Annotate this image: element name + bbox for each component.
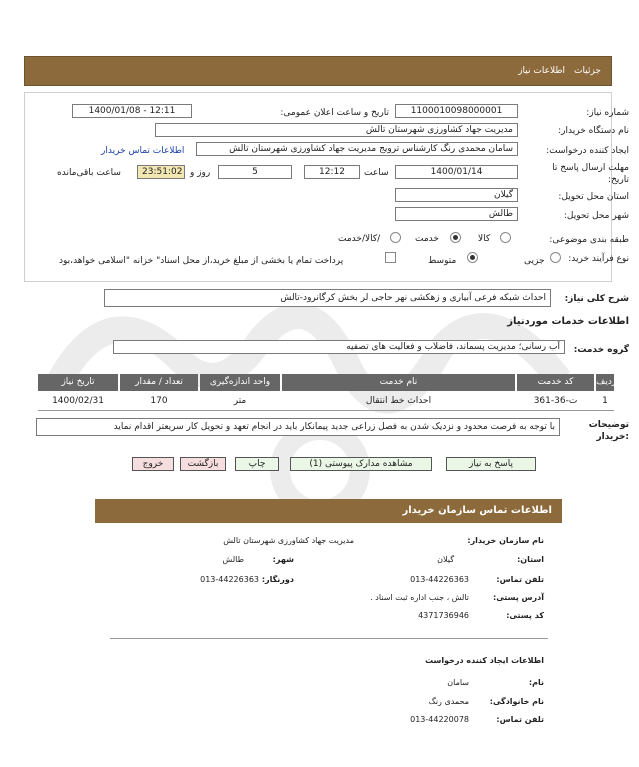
buyer-org-field[interactable]: مدیریت جهاد کشاورزی شهرستان تالش [155, 123, 518, 137]
tab-need-info[interactable]: اطلاعات نیاز [518, 66, 565, 76]
contact-phone-value: 013-44226363 [410, 575, 469, 584]
requester-field[interactable]: سامان محمدی رنگ کارشناس ترویج مدیریت جهاد کشاورزی شهرستان تالش [196, 142, 518, 156]
page-header-bar [24, 56, 612, 86]
category-service-label: خدمت [415, 234, 439, 244]
announce-field[interactable]: 1400/01/08 - 12:11 [72, 104, 192, 118]
remaining-label: ساعت باقی‌مانده [57, 168, 121, 178]
contact-divider [110, 638, 548, 639]
table-row-divider [38, 410, 614, 411]
announce-label: تاریخ و ساعت اعلان عمومی: [280, 108, 389, 118]
contact-fax-value: 013-44226363 [200, 575, 259, 584]
buyer-notes-field[interactable]: با توجه به فرصت محدود و نزدیک شدن به فصل زراعی جدید پیمانکار باید در انجام تعهد و تحویل کار سریعتر اقدام نماید [36, 418, 560, 436]
deadline-label-1: مهلت ارسال پاسخ تا [552, 163, 629, 173]
process-partial-label: جزیی [524, 256, 545, 266]
contact-postal-value: 4371736946 [418, 611, 469, 620]
contact-city-value: طالش [222, 555, 244, 564]
back-button[interactable]: بازگشت [180, 457, 226, 471]
city-label: شهر محل تحویل: [563, 211, 629, 221]
category-service-radio[interactable] [450, 232, 461, 243]
province-field[interactable]: گیلان [395, 188, 518, 202]
deadline-time-field[interactable]: 12:12 [304, 165, 360, 179]
process-label: نوع فرآیند خرید: [568, 254, 629, 264]
requester-section-title: اطلاعات ایجاد کننده درخواست [425, 656, 544, 665]
table-header-need-date: تاریخ نیاز [38, 374, 118, 391]
attachments-button[interactable]: مشاهده مدارک پیوستی (1) [290, 457, 432, 471]
category-goods-service-radio[interactable] [390, 232, 401, 243]
buyer-contact-link[interactable]: اطلاعات تماس خریدار [101, 146, 185, 156]
services-section-title: اطلاعات خدمات مورد‌نیاز [507, 316, 629, 327]
contact-fax-label: دورنگار: [261, 575, 294, 584]
contact-phone-label: تلفن تماس: [496, 575, 544, 584]
table-cell-unit: متر [233, 396, 247, 406]
table-cell-service-name: احداث خط انتقال [365, 396, 432, 406]
table-header-unit: واحد اندازه‌گیری [200, 374, 280, 391]
table-cell-row-no: 1 [602, 396, 608, 406]
days-label: روز و [190, 168, 211, 178]
requester-last-name-label: نام خانوادگی: [489, 697, 544, 706]
category-goods-service-label: /کالا/خدمت [338, 234, 381, 244]
contact-org-label: نام سازمان خریدار: [467, 536, 544, 545]
table-cell-need-date: 1400/02/31 [52, 396, 104, 406]
table-cell-service-code: ت-36-361 [533, 396, 578, 406]
remaining-time-field: 23:51:02 [137, 165, 185, 179]
process-partial-radio[interactable] [550, 252, 561, 263]
province-label: استان محل تحویل: [558, 192, 629, 202]
contact-address-value: تالش ، جنب اداره ثبت اسناد . [370, 593, 469, 602]
service-group-label: گروه خدمت: [573, 345, 629, 355]
category-goods-radio[interactable] [500, 232, 511, 243]
treasury-payment-note: پرداخت تمام یا بخشی از مبلغ خرید،از محل اسناد" خزانه "اسلامی خواهد،بود [59, 256, 344, 266]
table-header-quantity: تعداد / مقدار [120, 374, 198, 391]
buyer-notes-label-2: :خریدار [596, 432, 629, 442]
buyer-notes-label-1: توضیحات [588, 420, 629, 430]
contact-postal-label: کد پستی: [506, 611, 544, 620]
requester-label: ایجاد کننده درخواست: [546, 146, 629, 156]
table-cell-quantity: 170 [150, 396, 168, 406]
table-header-service-name: نام خدمت [282, 374, 515, 391]
category-goods-label: کالا [478, 234, 491, 244]
table-header-service-code: کد خدمت [517, 374, 594, 391]
need-number-label: شماره نیاز: [586, 108, 629, 118]
time-label: ساعت [364, 168, 389, 178]
contact-section-header: اطلاعات تماس سازمان خریدار [95, 499, 562, 523]
contact-province-label: استان: [517, 555, 544, 564]
contact-org-value: مدیریت جهاد کشاورزی شهرستان تالش [223, 536, 354, 545]
requester-phone-label: تلفن تماس: [496, 715, 544, 724]
summary-field[interactable]: احداث شبکه فرعی آبیاری و زهکشی نهر حاجی لر بخش کرگانرود-تالش [104, 289, 551, 307]
table-header-row-no: ردیف [596, 374, 614, 391]
contact-city-label: شهر: [272, 555, 294, 564]
reply-button[interactable]: پاسخ به نیاز [446, 457, 536, 471]
need-info-panel [24, 92, 612, 282]
deadline-label-2: تاریخ: [608, 175, 629, 185]
requester-last-name-value: محمدی رنگ [428, 697, 469, 706]
treasury-payment-checkbox[interactable] [385, 252, 396, 263]
tab-details[interactable]: جزئیات [574, 66, 601, 76]
summary-label: شرح کلی نیاز: [564, 294, 629, 304]
process-medium-radio[interactable] [467, 252, 478, 263]
contact-address-label: آدرس پستی: [493, 593, 544, 602]
days-field[interactable]: 5 [218, 165, 292, 179]
need-number-field[interactable]: 1100010098000001 [395, 104, 518, 118]
requester-first-name-value: سامان [447, 678, 469, 687]
buyer-org-label: نام دستگاه خریدار: [558, 126, 629, 136]
requester-first-name-label: نام: [528, 678, 544, 687]
service-group-field[interactable]: آب رسانی؛ مدیریت پسماند، فاضلاب و فعالیت های تصفیه [113, 340, 565, 354]
category-label: طبقه بندی موضوعی: [549, 235, 629, 245]
requester-phone-value: 013-44220078 [410, 715, 469, 724]
contact-province-value: گیلان [437, 555, 454, 564]
print-button[interactable]: چاپ [235, 457, 279, 471]
process-medium-label: متوسط [428, 256, 457, 266]
deadline-date-field[interactable]: 1400/01/14 [395, 165, 518, 179]
exit-button[interactable]: خروج [132, 457, 174, 471]
city-field[interactable]: طالش [395, 207, 518, 221]
